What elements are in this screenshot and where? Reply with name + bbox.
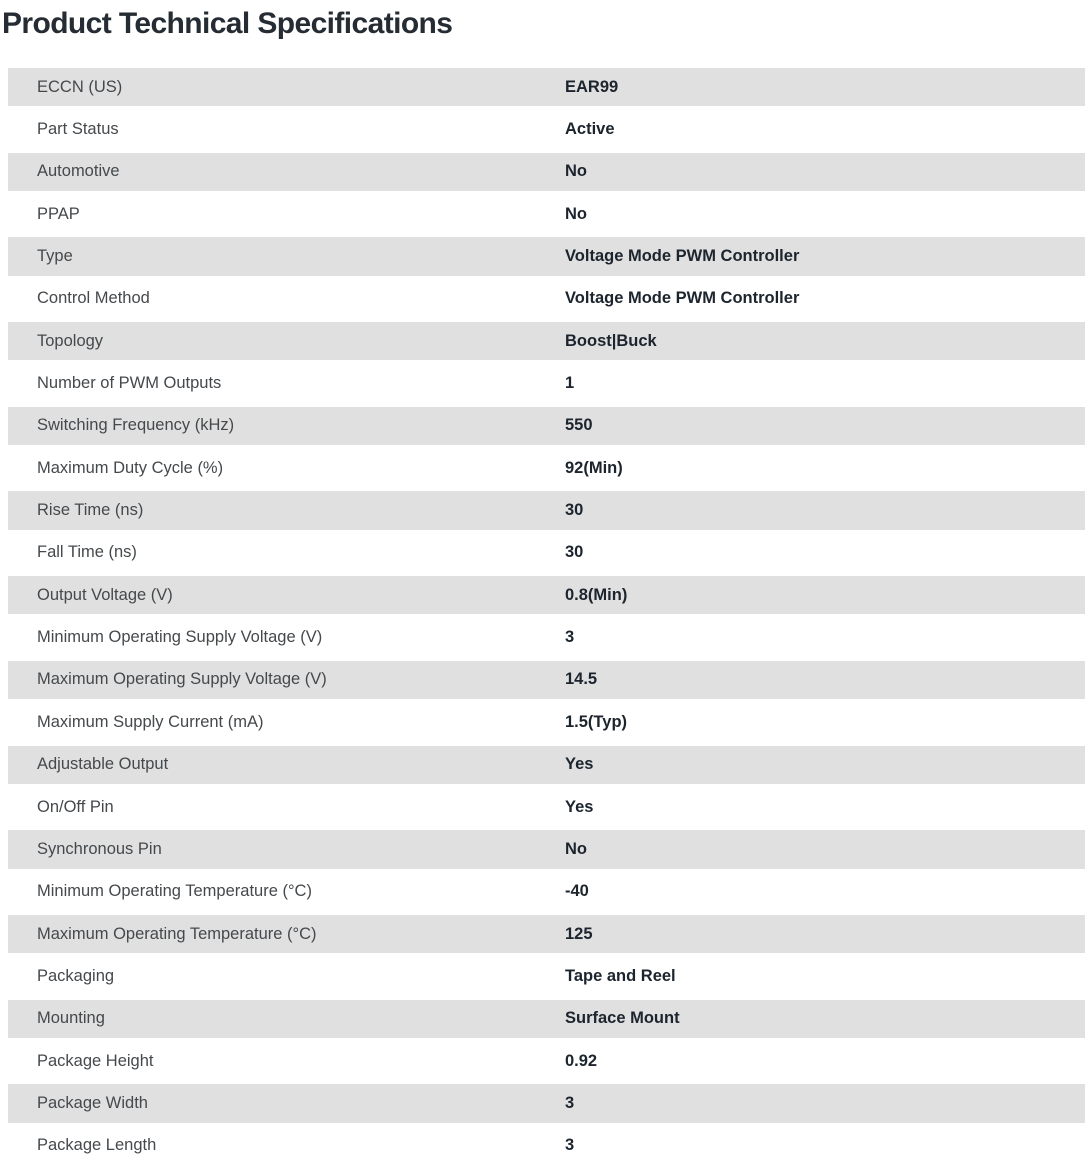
spec-value: 3 <box>565 628 575 647</box>
spec-value: Surface Mount <box>565 1009 680 1028</box>
spec-value: 1.5(Typ) <box>565 712 628 731</box>
spec-value: Yes <box>565 797 594 816</box>
spec-row <box>8 532 1085 574</box>
spec-row <box>8 278 1085 320</box>
spec-value: Voltage Mode PWM Controller <box>565 247 800 266</box>
spec-row <box>8 235 1085 277</box>
spec-label: ECCN (US) <box>37 77 123 96</box>
spec-label: Output Voltage (V) <box>37 585 173 604</box>
spec-value: Yes <box>565 755 594 774</box>
spec-value: 0.92 <box>565 1051 598 1070</box>
spec-label: Maximum Duty Cycle (%) <box>37 458 224 477</box>
spec-label: Topology <box>37 331 104 350</box>
spec-row <box>8 871 1085 913</box>
spec-label: Number of PWM Outputs <box>37 374 222 393</box>
spec-label: Maximum Supply Current (mA) <box>37 712 264 731</box>
spec-value: EAR99 <box>565 77 619 96</box>
spec-value: Voltage Mode PWM Controller <box>565 289 800 308</box>
spec-label: Rise Time (ns) <box>37 501 144 520</box>
spec-label: Switching Frequency (kHz) <box>37 416 235 435</box>
spec-value: Active <box>565 120 615 139</box>
spec-label: Adjustable Output <box>37 755 169 774</box>
spec-row <box>8 786 1085 828</box>
spec-row <box>8 955 1085 997</box>
spec-row <box>8 659 1085 701</box>
spec-value: Boost|Buck <box>565 331 657 350</box>
spec-label: Type <box>37 247 73 266</box>
spec-row <box>8 616 1085 658</box>
page-title: Product Technical Specifications <box>2 7 453 40</box>
spec-row <box>8 489 1085 531</box>
spec-row <box>8 913 1085 955</box>
spec-value: 550 <box>565 416 593 435</box>
spec-value: 30 <box>565 501 584 520</box>
spec-label: Automotive <box>37 162 120 181</box>
spec-label: Synchronous Pin <box>37 839 162 858</box>
spec-value: 0.8(Min) <box>565 585 628 604</box>
spec-label: Package Length <box>37 1136 157 1155</box>
spec-row <box>8 193 1085 235</box>
spec-row <box>8 1082 1085 1124</box>
spec-value: 3 <box>565 1136 575 1155</box>
spec-row <box>8 828 1085 870</box>
spec-label: Part Status <box>37 120 119 139</box>
spec-label: Maximum Operating Supply Voltage (V) <box>37 670 327 689</box>
spec-value: No <box>565 204 587 223</box>
spec-label: Fall Time (ns) <box>37 543 137 562</box>
spec-label: Package Width <box>37 1093 148 1112</box>
spec-row <box>8 1125 1085 1167</box>
spec-value: No <box>565 162 587 181</box>
spec-row <box>8 108 1085 150</box>
spec-label: Maximum Operating Temperature (°C) <box>37 924 317 943</box>
spec-table <box>8 66 1085 1167</box>
spec-label: Minimum Operating Temperature (°C) <box>37 882 312 901</box>
spec-value: No <box>565 839 587 858</box>
spec-value: 1 <box>565 374 575 393</box>
spec-row <box>8 320 1085 362</box>
page-header <box>0 0 1085 66</box>
spec-value: 14.5 <box>565 670 598 689</box>
spec-row <box>8 66 1085 108</box>
spec-row <box>8 1040 1085 1082</box>
spec-label: Package Height <box>37 1051 154 1070</box>
spec-row <box>8 701 1085 743</box>
spec-row <box>8 362 1085 404</box>
spec-value: -40 <box>565 882 589 901</box>
spec-label: Control Method <box>37 289 150 308</box>
spec-label: Mounting <box>37 1009 105 1028</box>
spec-value: 92(Min) <box>565 458 623 477</box>
spec-value: 125 <box>565 924 593 943</box>
spec-row <box>8 151 1085 193</box>
spec-value: 30 <box>565 543 584 562</box>
spec-label: Minimum Operating Supply Voltage (V) <box>37 628 323 647</box>
spec-value: Tape and Reel <box>565 966 676 985</box>
spec-label: On/Off Pin <box>37 797 114 816</box>
spec-label: Packaging <box>37 966 115 985</box>
spec-row <box>8 574 1085 616</box>
spec-row <box>8 405 1085 447</box>
spec-row <box>8 998 1085 1040</box>
spec-label: PPAP <box>37 204 80 223</box>
spec-row <box>8 744 1085 786</box>
spec-row <box>8 447 1085 489</box>
spec-value: 3 <box>565 1093 575 1112</box>
